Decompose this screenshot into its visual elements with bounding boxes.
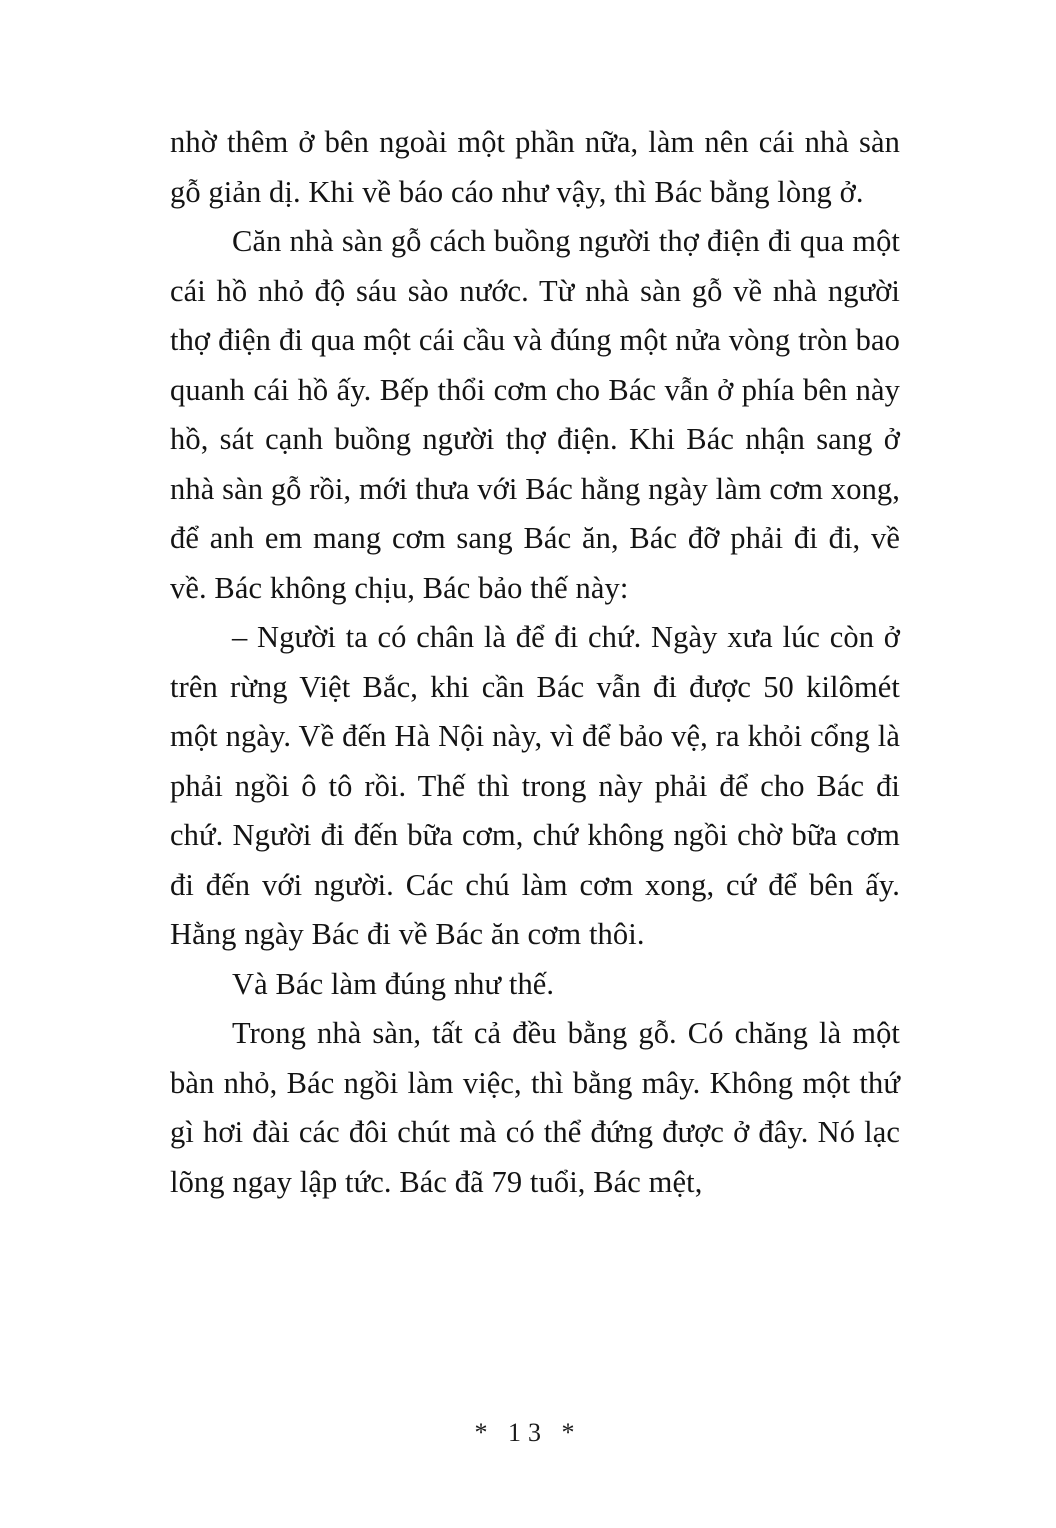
page-number: * 13 *: [474, 1418, 582, 1447]
paragraph: – Người ta có chân là để đi chứ. Ngày xưa lúc còn ở trên rừng Việt Bắc, khi cần Bác vẫn đi được 50 kilômét một ngày. Về đến Hà Nội này, vì để bảo vệ, ra khỏi cổng là phải ngồi ô tô rồi. Thế thì trong này phải để cho Bác đi chứ. Người đi đến bữa cơm, chứ không ngồi chờ bữa cơm đi đến với người. Các chú làm cơm xong, cứ để bên ấy. Hằng ngày Bác đi về Bác ăn cơm thôi.: [170, 620, 900, 951]
paragraph: Căn nhà sàn gỗ cách buồng người thợ điện đi qua một cái hồ nhỏ độ sáu sào nước. Từ nhà sàn gỗ về nhà người thợ điện đi qua một cái cầu và đúng một nửa vòng tròn bao quanh cái hồ ấy. Bếp thổi cơm cho Bác vẫn ở phía bên này hồ, sát cạnh buồng người thợ điện. Khi Bác nhận sang ở nhà sàn gỗ rồi, mới thưa với Bác hằng ngày làm cơm xong, để anh em mang cơm sang Bác ăn, Bác đỡ phải đi đi, về về. Bác không chịu, Bác bảo thế này:: [170, 224, 900, 605]
paragraph: Trong nhà sàn, tất cả đều bằng gỗ. Có chăng là một bàn nhỏ, Bác ngồi làm việc, thì bằng mây. Không một thứ gì hơi đài các đôi chút mà có thể đứng được ở đây. Nó lạc lõng ngay lập tức. Bác đã 79 tuổi, Bác mệt,: [170, 1016, 900, 1199]
paragraph: nhờ thêm ở bên ngoài một phần nữa, làm nên cái nhà sàn gỗ giản dị. Khi về báo cáo như vậy, thì Bác bằng lòng ở.: [170, 125, 900, 209]
paragraph: Và Bác làm đúng như thế.: [232, 966, 555, 1001]
body-text-column: [170, 118, 900, 1207]
